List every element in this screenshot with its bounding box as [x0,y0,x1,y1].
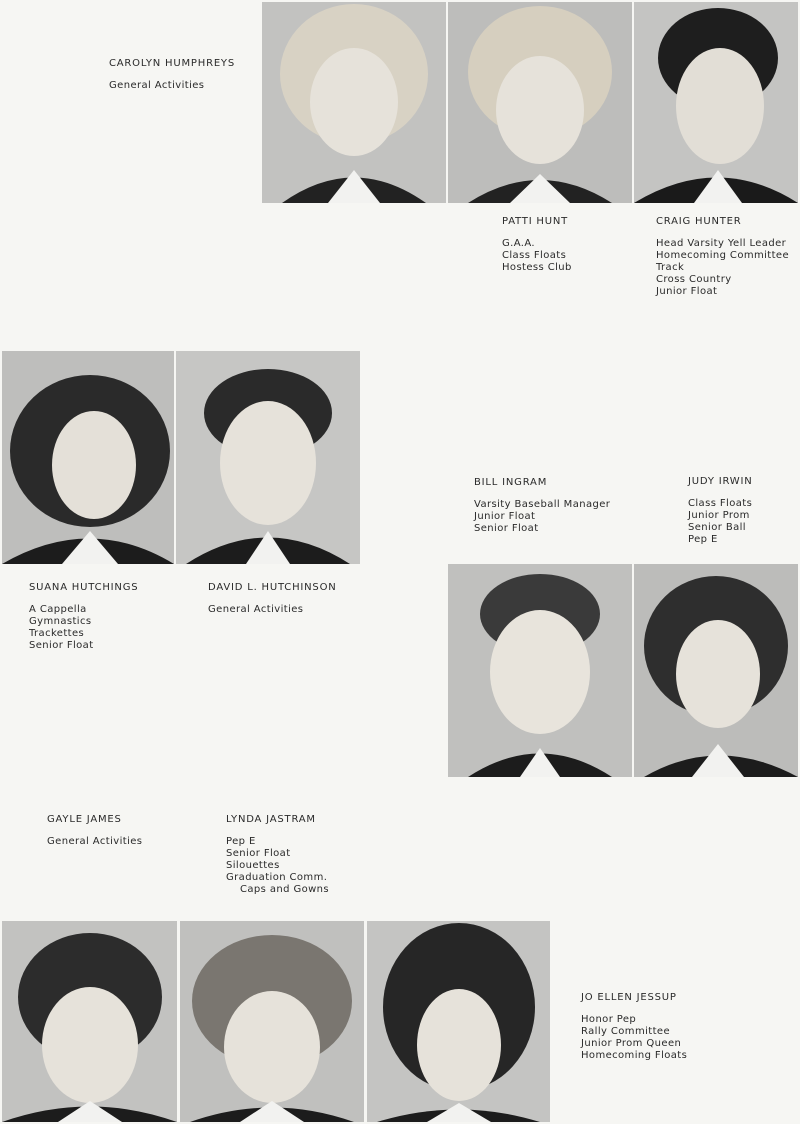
student-activity: Head Varsity Yell Leader [656,238,787,249]
student-name: DAVID L. HUTCHINSON [208,582,337,593]
portrait-jo-ellen-jessup [367,921,550,1122]
student-activity: Graduation Comm. [226,872,328,883]
portrait-judy-irwin [634,564,798,777]
student-name: CAROLYN HUMPHREYS [109,58,235,69]
student-activity: Homecoming Floats [581,1050,688,1061]
student-activity: G.A.A. [502,238,536,249]
student-activity: Junior Prom [688,510,750,521]
student-activity: Senior Float [474,523,539,534]
portrait-carolyn-humphreys [262,2,446,203]
caption-carolyn-humphreys [109,58,235,92]
caption-jo-ellen-jessup [581,992,687,1062]
student-name: LYNDA JASTRAM [226,814,316,825]
student-name: CRAIG HUNTER [656,216,742,227]
student-activity: Varsity Baseball Manager [474,499,611,510]
student-activity: Junior Float [656,286,718,297]
student-activity: General Activities [47,836,143,847]
portrait-patti-hunt [448,2,632,203]
caption-craig-hunter [656,216,789,298]
student-activity: General Activities [109,80,205,91]
student-activity: Honor Pep [581,1014,637,1025]
student-activity: Rally Committee [581,1026,671,1037]
caption-patti-hunt [502,216,572,274]
student-activity: Hostess Club [502,262,572,273]
student-activity: Caps and Gowns [240,884,330,895]
student-activity: Track [656,262,685,273]
student-name: JO ELLEN JESSUP [581,992,677,1003]
student-activity: Pep E [226,836,256,847]
student-activity: Senior Float [226,848,291,859]
student-activity: Class Floats [688,498,753,509]
student-activity: A Cappella [29,604,87,615]
student-activity: Cross Country [656,274,732,285]
caption-lynda-jastram [226,814,329,896]
student-activity: Homecoming Committee [656,250,790,261]
student-activity: Silouettes [226,860,280,871]
portrait-david-l-hutchinson [176,351,360,564]
student-activity: General Activities [208,604,304,615]
student-name: PATTI HUNT [502,216,569,227]
student-name: BILL INGRAM [474,477,548,488]
student-name: GAYLE JAMES [47,814,122,825]
portrait-bill-ingram [448,564,632,777]
student-name: SUANA HUTCHINGS [29,582,139,593]
portrait-gayle-james [2,921,177,1122]
student-activity: Pep E [688,534,718,545]
caption-judy-irwin [688,476,753,546]
caption-bill-ingram [474,477,610,535]
student-name: JUDY IRWIN [688,476,753,487]
student-activity: Class Floats [502,250,567,261]
student-activity: Trackettes [29,628,85,639]
student-activity: Senior Float [29,640,94,651]
caption-david-l-hutchinson [208,582,337,616]
caption-suana-hutchings [29,582,138,652]
student-activity: Gymnastics [29,616,92,627]
student-activity: Senior Ball [688,522,746,533]
portrait-suana-hutchings [2,351,174,564]
portrait-craig-hunter [634,2,798,203]
student-activity: Junior Float [474,511,536,522]
caption-gayle-james [47,814,142,848]
portrait-lynda-jastram [180,921,364,1122]
student-activity: Junior Prom Queen [581,1038,682,1049]
